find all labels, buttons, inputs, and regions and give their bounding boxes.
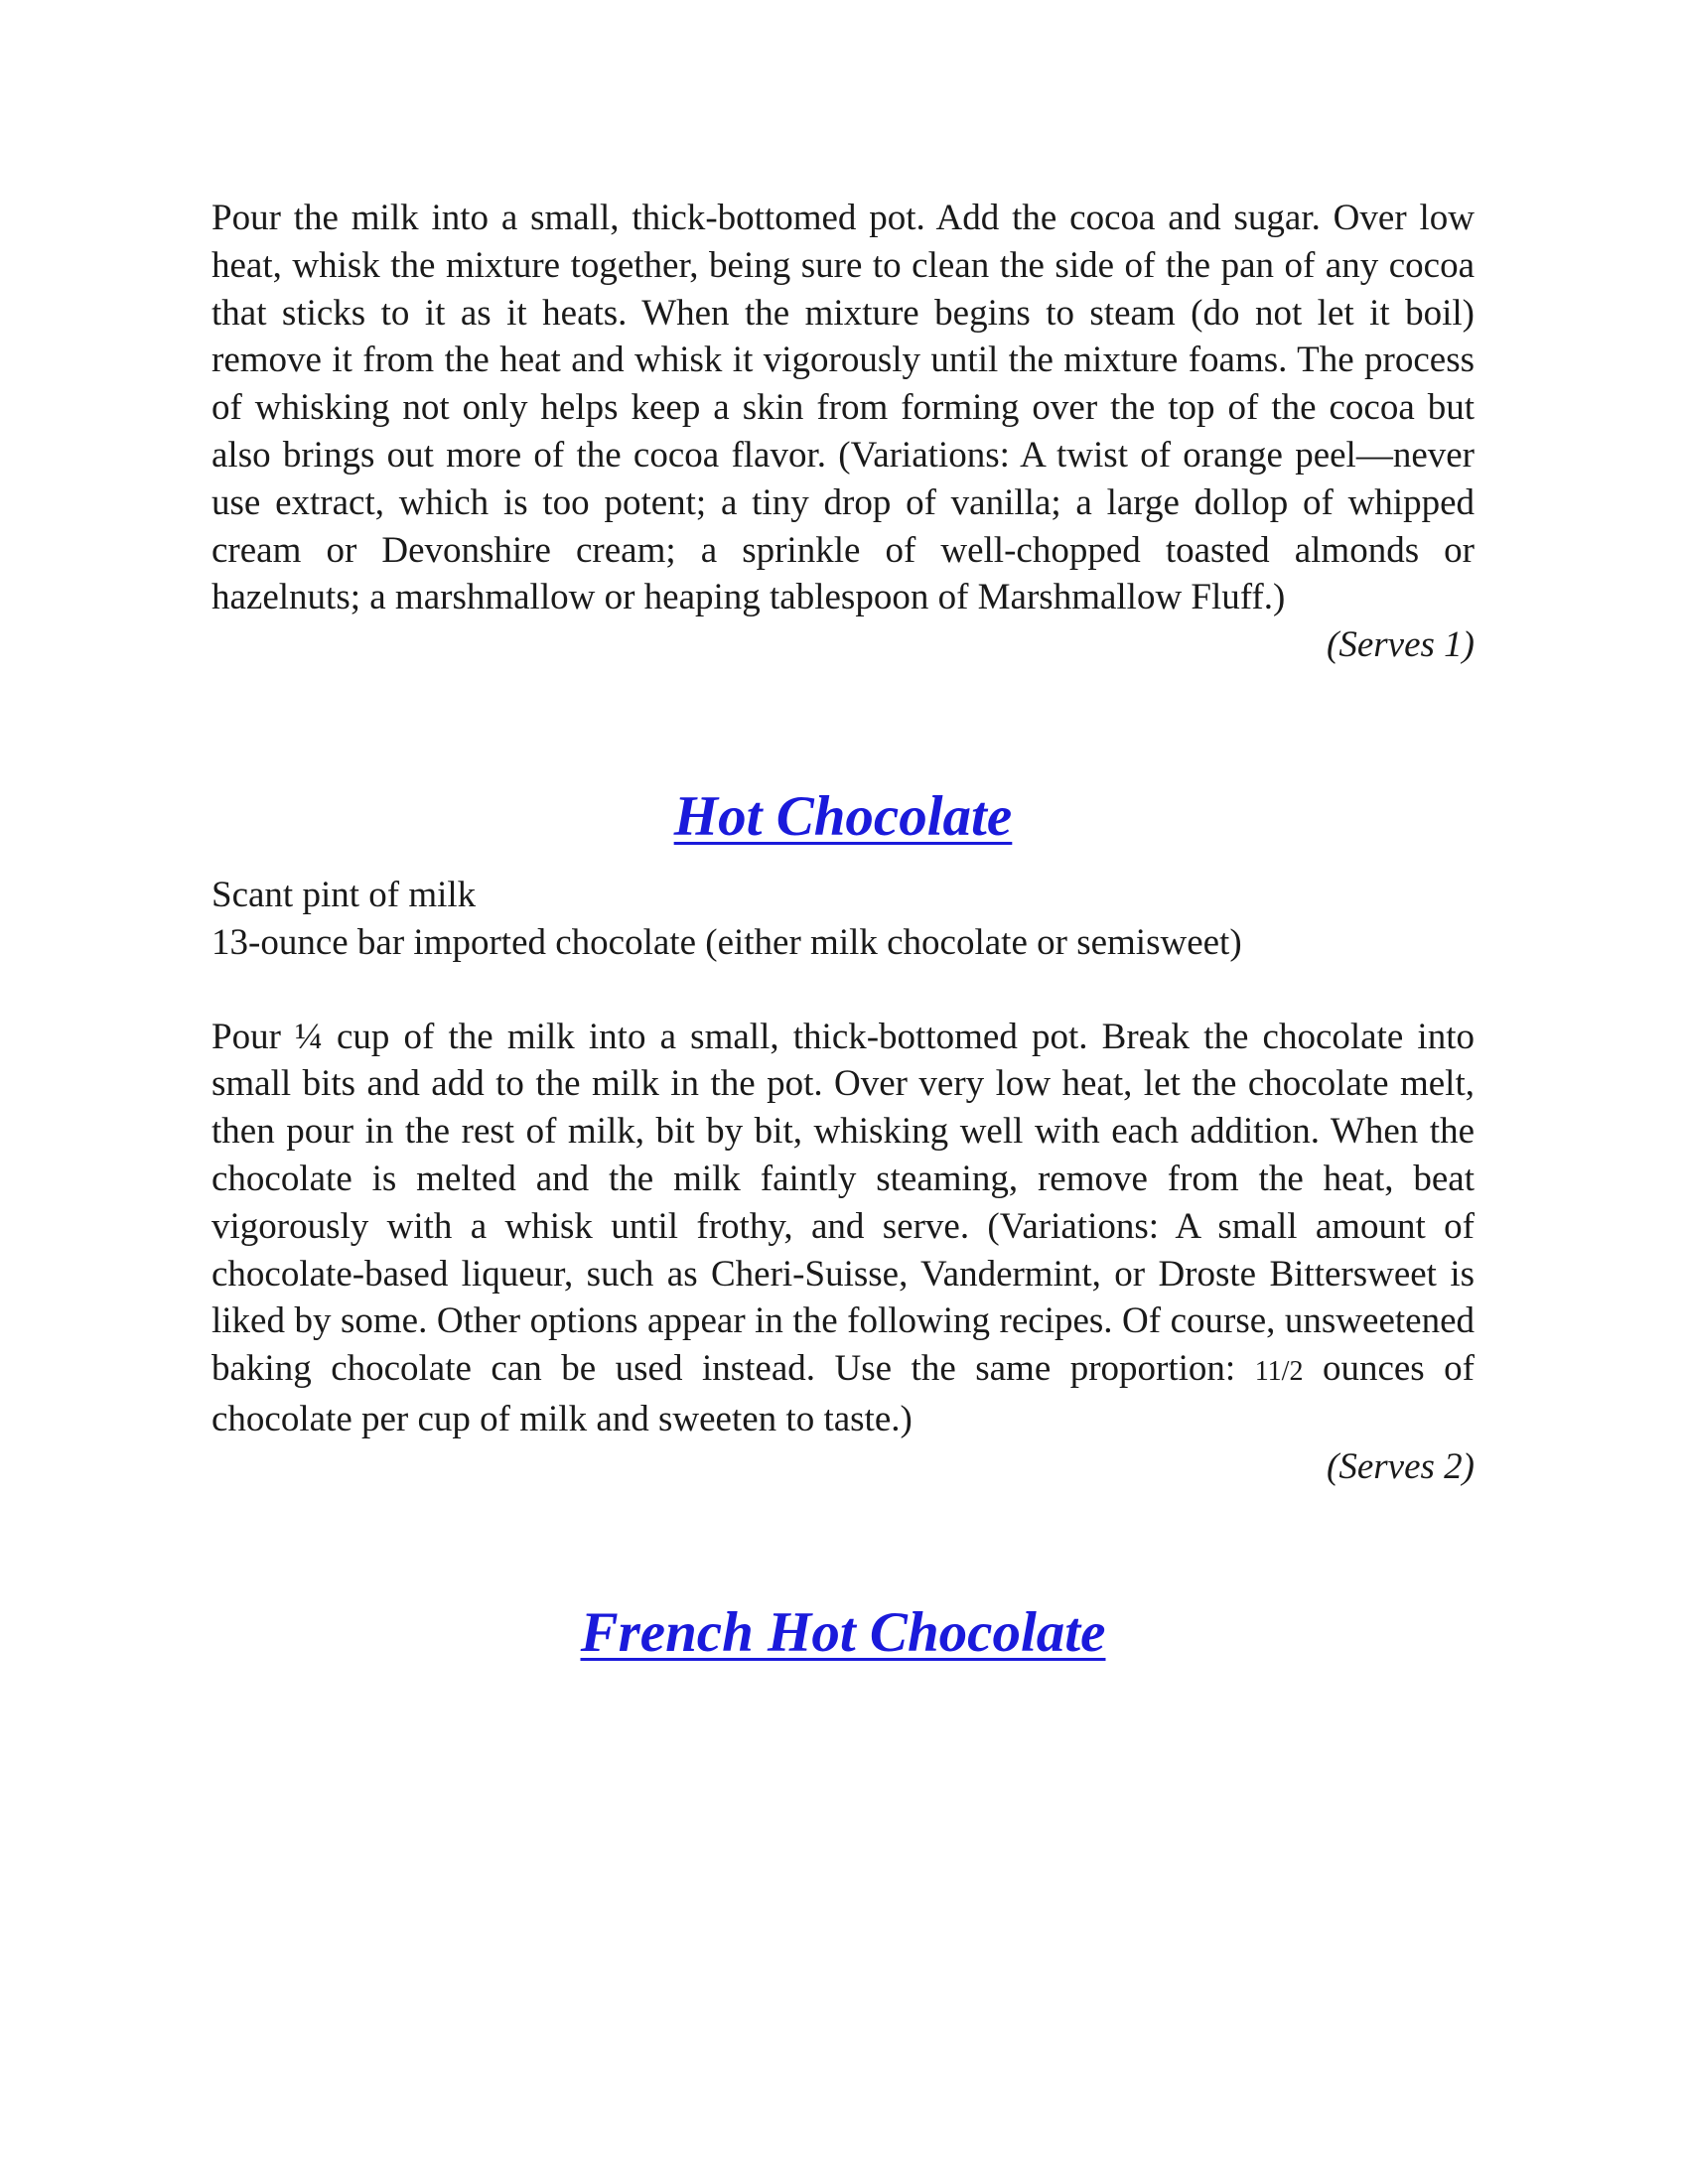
hot-chocolate-serves-note: (Serves 2) bbox=[1327, 1445, 1475, 1487]
hot-chocolate-ingredients bbox=[211, 872, 1475, 967]
method-text-part: Pour ¼ cup of the milk into a small, thick-bottomed pot. Break the chocolate into small bits and add to the milk in the pot. Over very low heat, let the chocolate melt, then pour in the rest of milk, bit by bit, whisking well with each addition. When the chocolate is melted and the milk faintly steaming, remove from the heat, beat vigorously with a whisk until frothy, and serve. (Variations: A small amount of chocolate-based liqueur, such as Cheri-Suisse, Vandermint, or Droste Bittersweet is liked by some. Other options appear in the following recipes. Of course, unsweetened baking chocolate can be used instead. Use the same proportion: bbox=[211, 1016, 1475, 1390]
cocoa-method-paragraph: Pour the milk into a small, thick-bottomed pot. Add the cocoa and sugar. Over low heat, whisk the mixture together, being sure to clean the side of the pan of any cocoa that sticks to it as it heats. When the mixture begins to steam (do not let it boil) remove it from the heat and whisk it vigorously until the mixture foams. The process of whisking not only helps keep a skin from forming over the top of the cocoa but also brings out more of the cocoa flavor. (Variations: A twist of orange peel—never use extract, which is too potent; a tiny drop of vanilla; a large dollop of whipped cream or Devonshire cream; a sprinkle of well-chopped toasted almonds or hazelnuts; a marshmallow or heaping tablespoon of Marshmallow Fluff.) bbox=[211, 198, 1475, 618]
fraction-text: 11/2 bbox=[1254, 1356, 1304, 1388]
ingredients-spacer bbox=[211, 967, 1475, 1014]
hot-chocolate-method-paragraph bbox=[211, 1014, 1475, 1443]
title-spacer bbox=[211, 852, 1475, 872]
ingredient-line: Scant pint of milk bbox=[211, 874, 477, 915]
cocoa-serves-note: (Serves 1) bbox=[1327, 624, 1475, 666]
hot-chocolate-title-link[interactable]: Hot Chocolate bbox=[673, 784, 1013, 848]
document-page bbox=[211, 195, 1475, 1668]
french-hot-chocolate-title bbox=[211, 1598, 1475, 1668]
ingredient-line: 13-ounce bar imported chocolate (either milk chocolate or semisweet) bbox=[211, 921, 1242, 963]
method-text-part: ounces of chocolate per cup of milk and sweeten to taste.) bbox=[211, 1348, 1475, 1439]
section-spacer bbox=[211, 1491, 1475, 1598]
hot-chocolate-title bbox=[211, 782, 1475, 852]
section-spacer bbox=[211, 669, 1475, 782]
french-hot-chocolate-title-link[interactable]: French Hot Chocolate bbox=[580, 1600, 1106, 1664]
